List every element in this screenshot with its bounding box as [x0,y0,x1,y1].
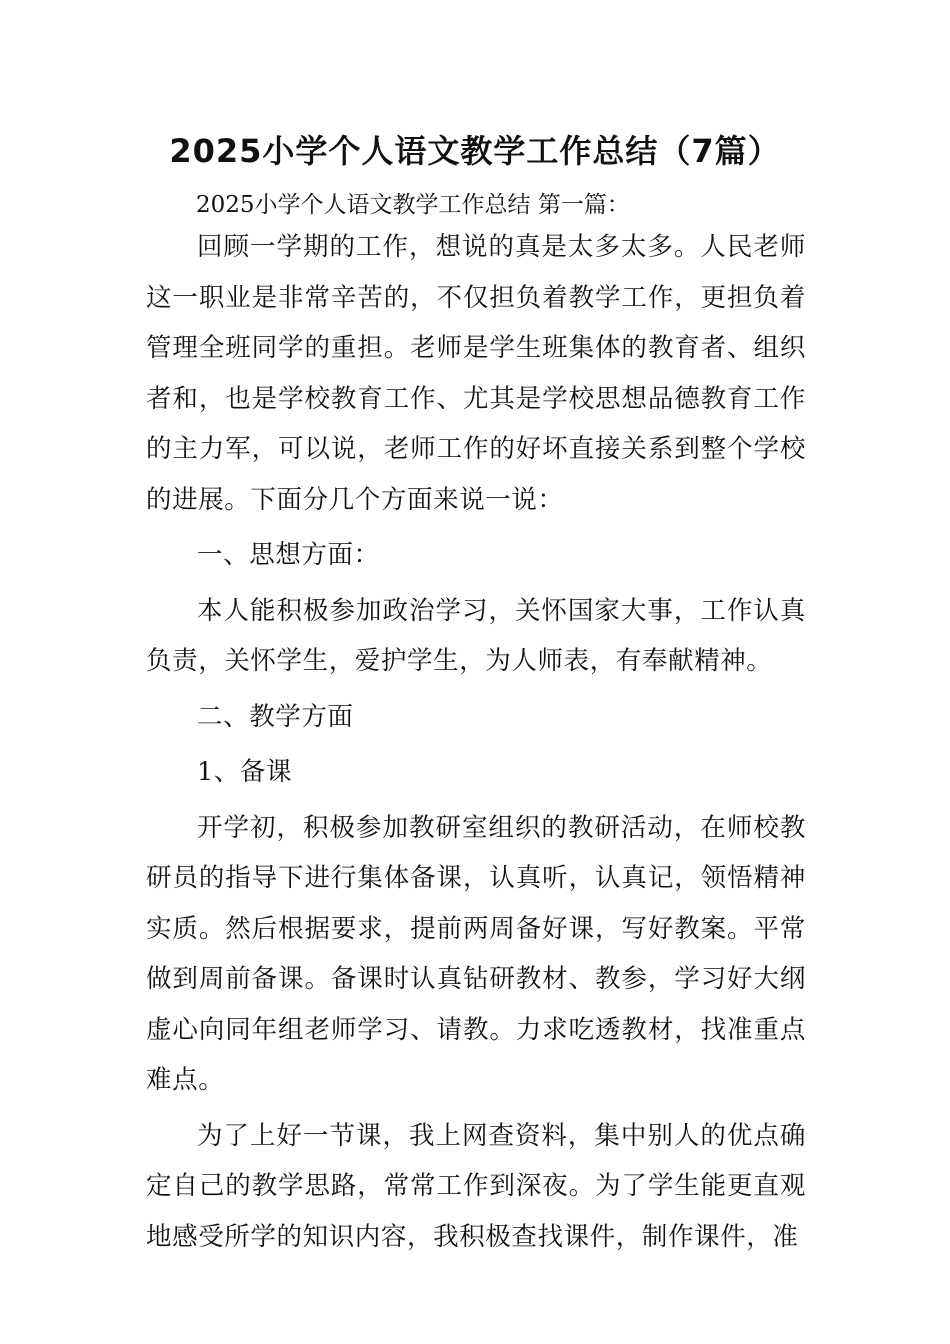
document-subtitle: 2025小学个人语文教学工作总结 第一篇： [196,192,630,218]
paragraph-thought: 本人能积极参加政治学习，关怀国家大事，工作认真负责，关怀学生，爱护学生，为人师表，有奉献精神。 [146,595,806,676]
paragraph-intro: 回顾一学期的工作，想说的真是太多太多。人民老师这一职业是非常辛苦的，不仅担负着教学工作，更担负着管理全班同学的重担。老师是学生班集体的教育者、组织者和，也是学校教育工作、尤其是学校思想品德教育工作的主力军，可以说，老师工作的好坏直接关系到整个学校的进展。下面分几个方面来说一说： [146,232,806,515]
subsection-heading-lesson-prep: 1、备课 [197,757,293,787]
document-body [146,222,806,1267]
section-heading-teaching: 二、教学方面 [197,701,354,732]
paragraph-lesson-prep: 开学初，积极参加教研室组织的教研活动，在师校教研员的指导下进行集体备课，认真听，认真记，领悟精神实质。然后根据要求，提前两周备好课，写好教案。平常做到周前备课。备课时认真钻研教材、教参，学习好大纲虚心向同年组老师学习、请教。力求吃透教材，找准重点难点。 [146,812,806,1095]
section-heading-thought: 一、思想方面： [197,540,380,570]
paragraph-lesson-quality: 为了上好一节课，我上网查资料，集中别人的优点确定自己的教学思路，常常工作到深夜。为了学生能更直观地感受所学的知识内容，我积极查找课件，制作课件，准 [146,1120,806,1252]
document-title: 2025小学个人语文教学工作总结（7篇） [169,132,781,170]
